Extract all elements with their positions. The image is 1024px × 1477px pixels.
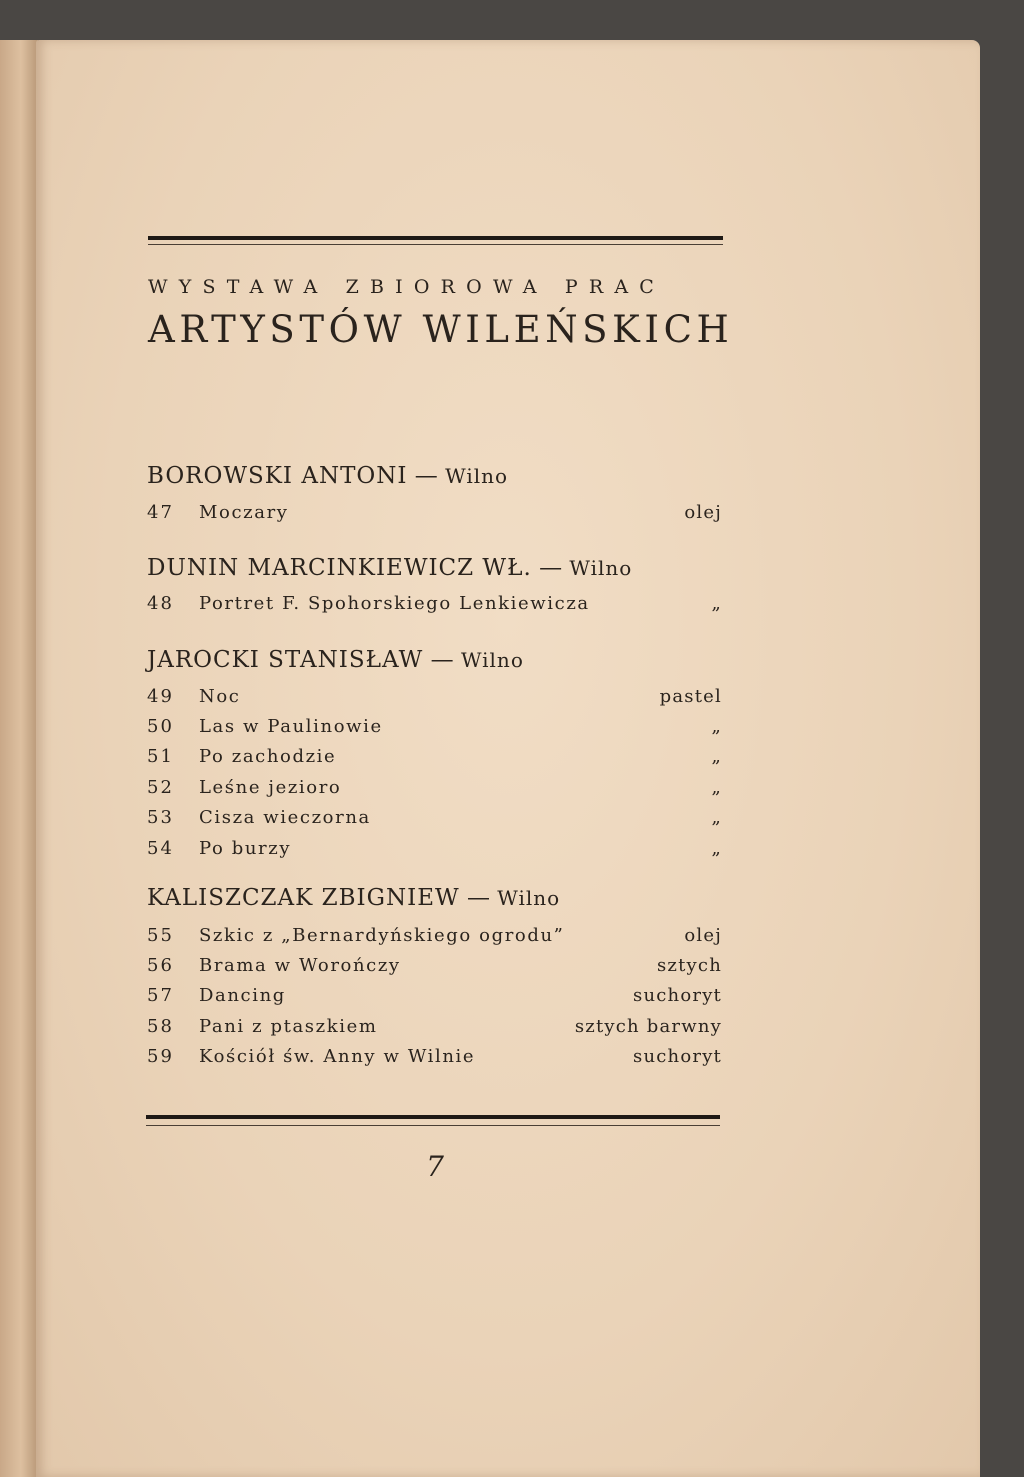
work-title: Po zachodzie [199, 746, 337, 767]
list-item [147, 716, 722, 744]
work-title: Po burzy [199, 838, 292, 859]
work-title: Dancing [199, 985, 286, 1006]
work-technique: „ [711, 716, 722, 737]
artist-heading [147, 885, 560, 911]
top-rule-thin [148, 244, 723, 245]
catalog-number: 54 [147, 838, 174, 859]
separator-dash: — [539, 555, 563, 581]
artist-heading [147, 463, 508, 489]
work-technique: suchoryt [633, 985, 722, 1006]
work-title: Las w Paulinowie [199, 716, 383, 737]
book-spine [0, 40, 38, 1477]
list-item [147, 1016, 722, 1044]
work-title: Portret F. Spohorskiego Lenkiewicza [199, 593, 590, 614]
artist-city: Wilno [460, 648, 524, 672]
work-title: Moczary [199, 502, 289, 523]
list-item [147, 925, 722, 953]
work-title: Szkic z „Bernardyńskiego ogrodu” [199, 925, 565, 946]
list-item [147, 593, 722, 621]
catalog-number: 49 [147, 686, 174, 707]
work-technique: „ [711, 838, 722, 859]
artist-name: BOROWSKI ANTONI [147, 463, 408, 489]
catalog-number: 48 [147, 593, 174, 614]
work-technique: „ [711, 746, 722, 767]
catalog-number: 50 [147, 716, 174, 737]
list-item [147, 985, 722, 1013]
work-title: Kościół św. Anny w Wilnie [199, 1046, 476, 1067]
list-item [147, 955, 722, 983]
separator-dash: — [430, 647, 454, 673]
work-technique: olej [684, 502, 722, 523]
artist-heading [147, 555, 632, 581]
artist-name: KALISZCZAK ZBIGNIEW [147, 885, 460, 911]
list-item [147, 502, 722, 530]
page-number: 7 [426, 1150, 444, 1183]
separator-dash: — [414, 463, 438, 489]
catalog-number: 51 [147, 746, 174, 767]
bottom-rule-thin [146, 1125, 720, 1126]
header-title: ARTYSTÓW WILEŃSKICH [148, 308, 734, 351]
catalog-number: 59 [147, 1046, 174, 1067]
work-title: Brama w Worończy [199, 955, 401, 976]
catalog-number: 53 [147, 807, 174, 828]
catalog-number: 52 [147, 777, 174, 798]
artist-city: Wilno [445, 464, 509, 488]
catalog-number: 55 [147, 925, 174, 946]
work-technique: suchoryt [633, 1046, 722, 1067]
work-technique: „ [711, 593, 722, 614]
list-item [147, 686, 722, 714]
work-title: Pani z ptaszkiem [199, 1016, 378, 1037]
work-title: Cisza wieczorna [199, 807, 371, 828]
catalog-number: 58 [147, 1016, 174, 1037]
work-technique: pastel [659, 686, 722, 707]
separator-dash: — [466, 885, 490, 911]
list-item [147, 838, 722, 866]
artist-name: DUNIN MARCINKIEWICZ WŁ. [147, 555, 532, 581]
work-technique: sztych [657, 955, 722, 976]
list-item [147, 777, 722, 805]
catalog-number: 47 [147, 502, 174, 523]
work-technique: sztych barwny [574, 1016, 722, 1037]
artist-heading [147, 647, 524, 673]
artist-city: Wilno [569, 556, 633, 580]
work-technique: „ [711, 777, 722, 798]
header-subtitle: WYSTAWA ZBIOROWA PRAC [148, 276, 666, 298]
artist-name: JAROCKI STANISŁAW [147, 647, 424, 673]
artist-city: Wilno [497, 886, 561, 910]
list-item [147, 807, 722, 835]
catalog-number: 57 [147, 985, 174, 1006]
catalog-number: 56 [147, 955, 174, 976]
bottom-rule-thick [146, 1115, 720, 1119]
list-item [147, 746, 722, 774]
list-item [147, 1046, 722, 1074]
work-title: Leśne jezioro [199, 777, 342, 798]
work-technique: olej [684, 925, 722, 946]
top-rule-thick [148, 236, 723, 240]
work-title: Noc [199, 686, 241, 707]
work-technique: „ [711, 807, 722, 828]
